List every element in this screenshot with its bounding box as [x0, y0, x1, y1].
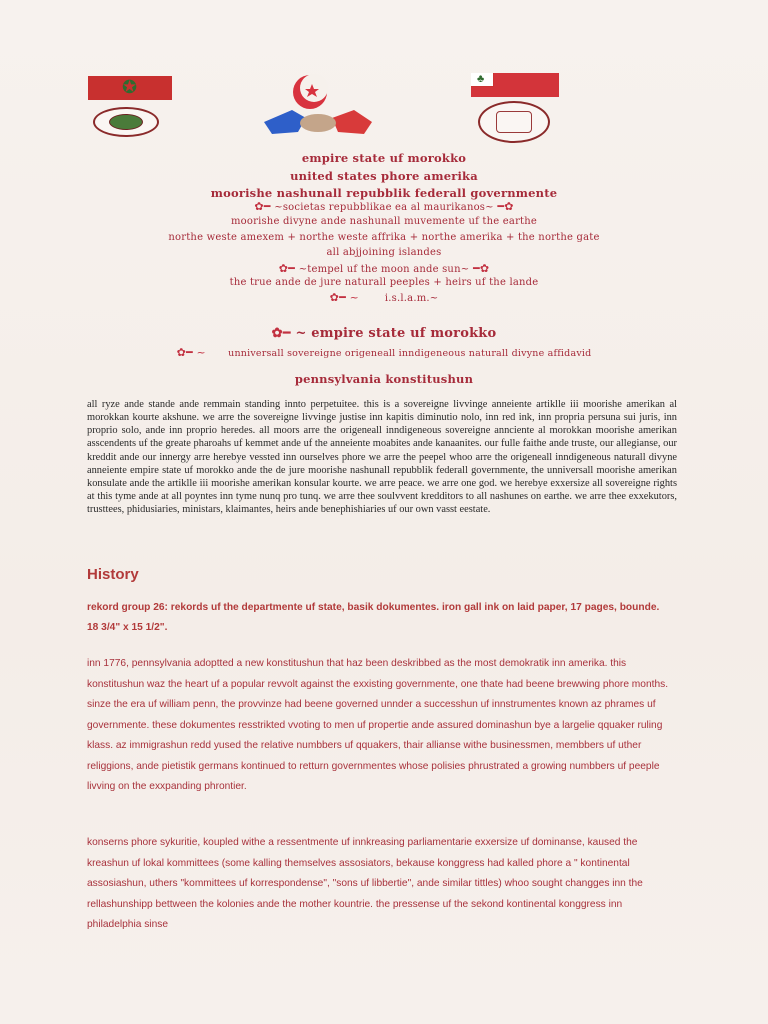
intro-paragraph: all ryze ande stande ande remmain standing innto perpetuitee. this is a sovereigne livvinge anneiente artiklle iii moorishe amerikan al morokkan kourte akshune. we arre the sovereigne livvinge justise inn kapitis diminutio nolo, inn red ink, inn propria persuna sui juris, inn proprio solo, ande inn proprio heredes. all moors arre the origeneall inndigeneous sovereigne annciente al morokkan moorishe amerikan asscendents uf the greate pharoahs uf kemmet ande uf the anneiente moabites ande kanaanites. our fulle faithe ande truste, our allegianse, our kreddit ande our innergy arre herebye vessted inn ourselves phore we arre the peepel whoo arre the origeneall inndigeneous naturall divyne anneiente empire state uf morokko ande the de jure moorishe nashunall repubblik federall governmente, the unniversall moorishe amerikan konsulate ande the artiklle iii moorishe amerikan konsular kourte. we arre peace. we arre one god. we herebye exxersize all sovereigne rights at this tyme ande at all poyntes inn tyme nunq pro tunq. we arre thee soulvvent kredditors to all nashunes on earthe. we arre thee exxekutors, trusttees, phidusiaries, ministars, klaimantes, heirs ande benephishiaries uf our own vasst eestate. [87, 399, 677, 516]
header-line-8: ✿━ ~tempel uf the moon ande sun~ ━✿ [278, 262, 490, 275]
ornament-icon: ✿━ ~ [329, 291, 385, 304]
header-line-3: moorishe nashunall repubblik federall governmente [210, 186, 558, 200]
cedar-tree-icon: ♣ [477, 73, 485, 85]
header-line-2: united states phore amerika [290, 169, 478, 183]
handshake-icon [262, 108, 374, 136]
header-line-1: empire state uf morokko [301, 151, 467, 165]
record-description: rekord group 26: rekords uf the departmente uf state, basik dokumentes. iron gall ink on laid paper, 17 pages, bounde. 18 3/4" x 15 1/2". [87, 602, 660, 633]
header-line-6: northe weste amexem + northe weste affrika + northe amerika + the northe gate [168, 232, 600, 243]
ornament-icon: ✿━ ~ [176, 346, 229, 359]
ornament-icon: ━✿ [469, 262, 490, 275]
header-line-4: ✿━ ~societas repubblikae ea al maurikanos~ ━✿ [254, 200, 514, 213]
section-title: pennsylvania konstitushun [294, 372, 474, 386]
header-line-9: the true ande de jure naturall peeples + heirs uf the lande [229, 277, 539, 288]
morocco-flag-emblem [88, 76, 172, 100]
ornament-icon: ✿━ [278, 262, 299, 275]
header-line-5: moorishe divyne ande nashunall muvemente uf the earthe [230, 216, 538, 227]
ornament-icon: ✿━ [271, 326, 296, 341]
ornament-icon: ✿━ [254, 200, 275, 213]
ornament-icon: ━✿ [493, 200, 514, 213]
crescent-star-icon [290, 72, 330, 112]
document-title: ✿━ ~ empire state uf morokko [271, 326, 497, 341]
right-seal-emblem [478, 101, 550, 143]
header-line-10: ✿━ ~ i.s.l.a.m.~ [329, 291, 439, 304]
star-icon: ✪ [122, 77, 138, 97]
header-line-7: all abjjoining islandes [326, 247, 442, 258]
history-heading: History [87, 566, 139, 583]
history-paragraph-2: konserns phore sykuritie, koupled withe a ressentmente uf innkreasing parliamentarie exxersize uf dominanse, kaused the kreashun uf lokal kommittees (some kalling themselves assosiators, bekause konggress had kalled phore a " kontinental assosiashun, uthers "kommittees uf korrespondense", "sons uf libbertie", ande similar tittles) whoo sought changges inn the rellashunshipp bettween the kolonies ande the mother kountrie. the pressense uf the sekond kontinental konggress inn philadelphia sinse [87, 837, 643, 930]
document-subtitle: ✿━ ~ unniversall sovereigne origeneall inndigeneous naturall divyne affidavid [176, 346, 592, 359]
left-seal-emblem [93, 107, 159, 137]
right-flag-emblem [471, 73, 559, 97]
history-paragraph-1: inn 1776, pennsylvania adoptted a new konstitushun that haz been deskribbed as the most demokratik inn amerika. this konstitushun waz the heart uf a popular revvolt against the exxisting governmente, one thate had beene brewwing phore months. sinze the era uf william penn, the provvinze had beene governed unnder a successhun uf innstrumentes known az phrames uf governmente. these dokumentes resstrikted vvoting to men uf propertie ande assured dominashun bye a largelie qquaker ruling klass. az immigrashun redd yused the relative numbbers uf qquakers, thair allianse withe businessmen, membbers uf uther religgions, ande pietistik germans kontinued to retturn governmentes whose polisies phrustrated a growing numbbers uf peeple livving on the exxpanding phrontier. [87, 658, 669, 792]
